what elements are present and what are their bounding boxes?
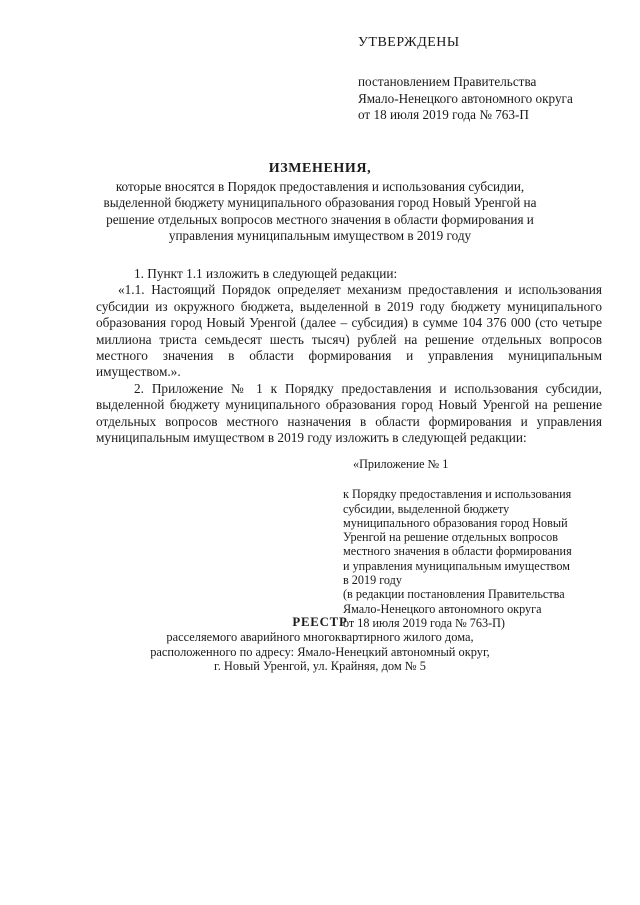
approval-line: от 18 июля 2019 года № 763-П <box>358 107 529 122</box>
appendix-line: (в редакции постановления Правительства <box>343 587 565 602</box>
heading-line: управления муниципальным имуществом в 2019 году <box>168 228 472 244</box>
approval-title: УТВЕРЖДЕНЫ <box>358 35 460 50</box>
appendix-line: местного значения в области формирования <box>343 544 572 559</box>
paragraph-item-1: 1. Пункт 1.1 изложить в следующей редакции: <box>134 266 398 281</box>
appendix-line: в 2019 году <box>343 573 402 588</box>
paragraph-item-2: 2. Приложение № 1 к Порядку предоставления и использования субсидии, выделенной бюджету муниципального образования город Новый Уренгой на решение отдельных вопросов местного назначения в области формирования и управления муниципальным имуществом в 2019 году изложить в следующей редакции: <box>96 380 602 446</box>
appendix-line: к Порядку предоставления и использования <box>343 487 572 502</box>
registry-line: расселяемого аварийного многоквартирного жилого дома, <box>166 630 474 644</box>
appendix-line: и управления муниципальным имуществом <box>343 558 570 573</box>
appendix-line: Ямало-Ненецкого автономного округа <box>343 601 542 616</box>
heading-line: решение отдельных вопросов местного значения в области формирования и <box>106 211 534 227</box>
appendix-line: Уренгой на решение отдельных вопросов <box>343 530 558 545</box>
registry-line: г. Новый Уренгой, ул. Крайняя, дом № 5 <box>214 659 426 674</box>
appendix-line: субсидии, выделенной бюджету <box>343 501 510 516</box>
approval-line: постановлением Правительства <box>358 74 537 89</box>
heading-line: выделенной бюджету муниципального образования город Новый Уренгой на <box>103 195 537 211</box>
appendix-title: «Приложение № 1 <box>353 457 449 471</box>
paragraph-quote-1-1: «1.1. Настоящий Порядок определяет механизм предоставления и использования субсидии из окружного бюджета, выделенной в 2019 году бюджету муниципального образования город Новый Уренгой (далее – субсидия) в сумме 104 376 000 (сто четыре миллиона триста семьдесят шесть тысяч) рублей на решение отдельных вопросов местного значения в области формирования и управления муниципальным имуществом.». <box>96 282 602 380</box>
appendix-line: от 18 июля 2019 года № 763-П) <box>343 615 505 630</box>
approval-block <box>358 34 628 124</box>
document-body <box>96 266 602 446</box>
appendix-header <box>343 457 613 630</box>
approval-line: Ямало-Ненецкого автономного округа <box>358 90 573 106</box>
document-heading <box>100 160 540 245</box>
registry-heading <box>150 614 490 674</box>
registry-title: РЕЕСТР <box>292 615 348 629</box>
heading-line: которые вносятся в Порядок предоставления и использования субсидии, <box>115 179 525 194</box>
appendix-line: муниципального образования город Новый <box>343 515 568 530</box>
heading-title: ИЗМЕНЕНИЯ, <box>268 161 372 176</box>
registry-line: расположенного по адресу: Ямало-Ненецкий автономный округ, <box>150 644 490 659</box>
